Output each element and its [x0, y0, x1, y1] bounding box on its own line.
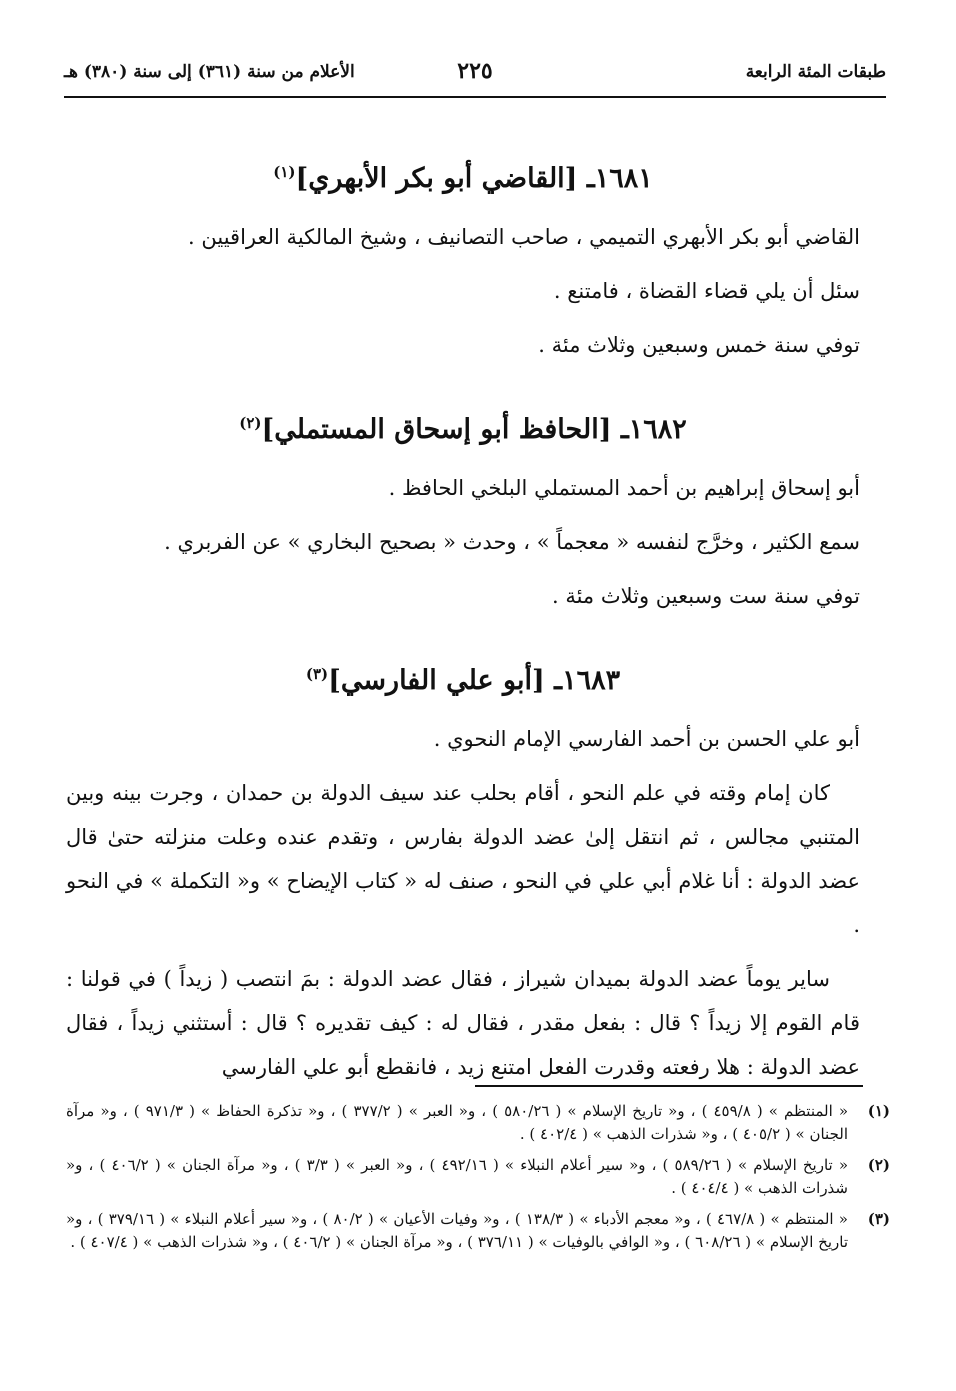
paragraph: أبو علي الحسن بن أحمد الفارسي الإمام النحوي .	[433, 727, 860, 751]
paragraph: سئل أن يلي قضاء القضاة ، فامتنع .	[553, 279, 860, 303]
footnote-2	[66, 1154, 890, 1200]
header-volume-range: الأعلام من سنة (٣٦١) إلى سنة (٣٨٠) هـ	[64, 62, 355, 82]
footnote-text: « تاريخ الإسلام » ( ٥٨٩/٢٦ ) ، و« سير أعلام النبلاء » ( ٤٩٢/١٦ ) ، و« العبر » ( ٣/٣ ) ، و« مرآة الجنان » ( ٤٠٦/٢ ) ، و« شذرات الذهب » ( ٤٠٤/٤ ) .	[66, 1156, 849, 1197]
footnotes	[66, 1100, 890, 1262]
footnote-number: (١)	[867, 1102, 890, 1120]
entry-title: ١٦٨٢ـ [الحافظ أبو إسحاق المستملي]$^{(٢)}$	[239, 414, 687, 445]
paragraph: القاضي أبو بكر الأبهري التميمي ، صاحب التصانيف ، وشيخ المالكية العراقيين .	[188, 225, 860, 249]
footnote-ref: (٢)	[239, 414, 262, 432]
entry-title: ١٦٨١ـ [القاضي أبو بكر الأبهري]$^{(١)}$	[273, 163, 653, 194]
page-number: ٢٢٥	[457, 58, 493, 84]
header-section-title: طبقات المئة الرابعة	[745, 62, 886, 82]
paragraph: توفي سنة خمس وسبعين وثلاث مئة .	[538, 333, 860, 357]
footnote-number: (٢)	[867, 1156, 890, 1174]
entry-1683	[66, 652, 860, 1089]
paragraph: سمع الكثير ، وخرَّج لنفسه « معجماً » ، وحدث « بصحيح البخاري » عن الفربري .	[164, 530, 860, 554]
footnote-number: (٣)	[867, 1210, 890, 1228]
paragraph: توفي سنة ست وسبعين وثلاث مئة .	[551, 584, 860, 608]
entry-1681	[66, 150, 860, 367]
footnote-text: « المنتظم » ( ٤٦٧/٨ ) ، و« معجم الأدباء » ( ١٣٨/٣ ) ، و« وفيات الأعيان » ( ٨٠/٢ ) ، و« سير أعلام النبلاء » ( ٣٧٩/١٦ ) ، و« تاريخ الإسلام » ( ٦٠٨/٢٦ ) ، و« الوافي بالوفيات » ( ٣٧٦/١١ ) ، و« مرآة الجنان » ( ٤٠٦/٢ ) ، و« شذرات الذهب » ( ٤٠٧/٤ ) .	[66, 1210, 848, 1251]
footnote-text: « المنتظم » ( ٤٥٩/٨ ) ، و« تاريخ الإسلام » ( ٥٨٠/٢٦ ) ، و« العبر » ( ٣٧٧/٢ ) ، و« تذكرة الحفاظ » ( ٩٧١/٣ ) ، و« مرآة الجنان » ( ٤٠٥/٢ ) ، و« شذرات الذهب » ( ٤٠٢/٤ ) .	[66, 1102, 848, 1143]
main-text	[66, 150, 860, 1123]
entry-title: ١٦٨٣ـ [أبو علي الفارسي]$^{(٣)}$	[305, 665, 621, 696]
paragraph: كان إمام وقته في علم النحو ، أقام بحلب عند سيف الدولة بن حمدان ، وجرت بينه وبين المتنبي مجالس ، ثم انتقل إلىٰ عضد الدولة بفارس ، وتقدم عنده وعلت منزلته حتىٰ قال عضد الدولة : أنا غلام أبي علي في النحو ، صنف له « كتاب الإيضاح » و« التكملة » في النحو .	[66, 781, 860, 937]
paragraph: أبو إسحاق إبراهيم بن أحمد المستملي البلخي الحافظ .	[388, 476, 860, 500]
header-divider	[64, 96, 886, 98]
paragraph: ساير يوماً عضد الدولة بميدان شيراز ، فقال عضد الدولة : بمَ انتصب ( زيداً ) في قولنا : قام القوم إلا زيداً ؟ قال : بفعل مقدر ، فقال له : كيف تقديره ؟ قال : أستثني زيداً ، فقال عضد الدولة : هلا رفعته وقدرت الفعل امتنع زيد ، فانقطع أبو علي الفارسي	[66, 967, 860, 1079]
entry-1682	[66, 401, 860, 618]
footnote-ref: (١)	[273, 163, 296, 181]
footnote-divider	[475, 1085, 863, 1087]
footnote-1	[66, 1100, 890, 1146]
running-header	[64, 58, 886, 90]
footnote-3	[66, 1208, 890, 1254]
footnote-ref: (٣)	[305, 665, 329, 683]
